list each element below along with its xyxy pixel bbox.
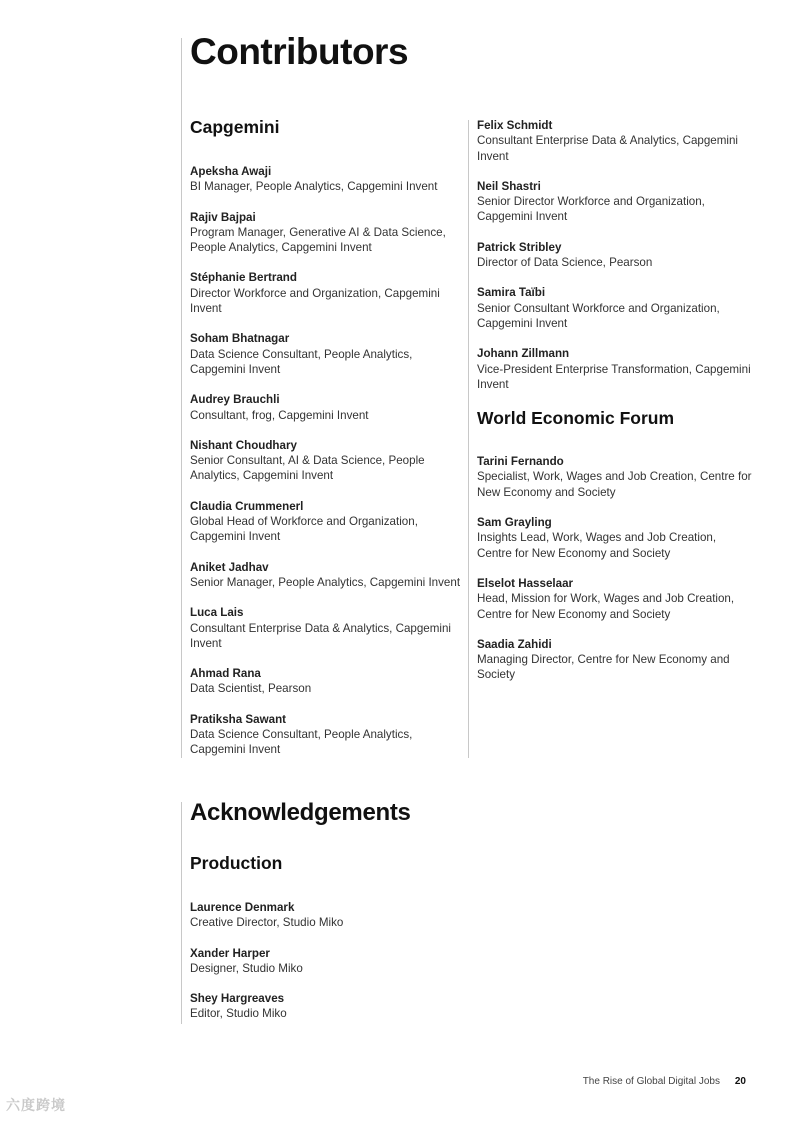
acknowledgements-heading: Acknowledgements xyxy=(190,799,411,826)
contributor-entry xyxy=(190,331,465,377)
contributor-entry xyxy=(190,900,465,931)
contributor-entry xyxy=(477,118,752,164)
contributor-name: Elselot Hasselaar xyxy=(477,576,574,590)
right-column-rule xyxy=(468,120,469,758)
wef-contributor-list xyxy=(477,454,752,683)
production-contributor-list xyxy=(190,900,465,1022)
contributor-entry xyxy=(190,164,465,195)
contributor-role: Global Head of Workforce and Organization, Capgemini Invent xyxy=(190,515,418,544)
capgemini-heading: Capgemini xyxy=(190,117,280,137)
contributor-entry xyxy=(477,179,752,225)
contributor-name: Felix Schmidt xyxy=(477,119,553,132)
contributor-entry xyxy=(190,991,465,1022)
contributor-name: Nishant Choudhary xyxy=(190,438,297,452)
contributor-role: Senior Consultant, AI & Data Science, People Analytics, Capgemini Invent xyxy=(190,454,425,483)
contributor-name: Laurence Denmark xyxy=(190,901,295,914)
contributor-entry xyxy=(190,499,465,545)
contributor-entry xyxy=(190,392,465,423)
capgemini-contributor-list xyxy=(190,164,465,758)
watermark: 六度跨境 xyxy=(6,1097,66,1113)
contributor-role: Designer, Studio Miko xyxy=(190,961,303,975)
contributor-entry xyxy=(190,560,465,591)
left-column-rule xyxy=(181,38,182,758)
contributor-role: BI Manager, People Analytics, Capgemini Invent xyxy=(190,180,438,194)
production-heading: Production xyxy=(190,853,283,873)
contributor-name: Xander Harper xyxy=(190,946,270,960)
contributor-role: Editor, Studio Miko xyxy=(190,1007,287,1021)
contributor-role: Data Scientist, Pearson xyxy=(190,682,312,696)
contributor-role: Consultant Enterprise Data & Analytics, Capgemini Invent xyxy=(190,621,451,650)
contributor-role: Specialist, Work, Wages and Job Creation, Centre for New Economy and Society xyxy=(477,470,752,499)
contributor-entry xyxy=(190,210,465,256)
contributor-entry xyxy=(477,454,752,500)
contributor-role: Data Science Consultant, People Analytics, Capgemini Invent xyxy=(190,347,413,376)
contributor-role: Insights Lead, Work, Wages and Job Creation, Centre for New Economy and Society xyxy=(477,531,717,560)
contributor-entry xyxy=(190,712,465,758)
contributor-role: Program Manager, Generative AI & Data Science, People Analytics, Capgemini Invent xyxy=(190,225,446,255)
contributor-role: Director Workforce and Organization, Capgemini Invent xyxy=(190,286,440,316)
contributor-name: Sam Grayling xyxy=(477,516,552,530)
footer-page-number: 20 xyxy=(734,1076,746,1087)
contributor-entry xyxy=(477,240,752,271)
contributor-name: Claudia Crummenerl xyxy=(190,499,304,513)
contributor-entry xyxy=(477,576,752,622)
contributor-entry xyxy=(190,666,465,697)
contributor-role: Consultant, frog, Capgemini Invent xyxy=(190,408,369,422)
capgemini-contributor-list-continued xyxy=(477,118,752,392)
contributor-name: Patrick Stribley xyxy=(477,240,562,254)
wef-heading: World Economic Forum xyxy=(477,408,675,429)
contributor-entry xyxy=(477,285,752,331)
contributor-name: Stéphanie Bertrand xyxy=(190,271,297,285)
contributor-name: Neil Shastri xyxy=(477,179,541,193)
contributor-name: Pratiksha Sawant xyxy=(190,712,287,726)
contributor-role: Senior Manager, People Analytics, Capgemini Invent xyxy=(190,575,461,589)
contributor-role: Senior Consultant Workforce and Organization, Capgemini Invent xyxy=(477,301,720,330)
contributor-name: Shey Hargreaves xyxy=(190,992,285,1006)
production-column xyxy=(190,852,465,1022)
contributor-name: Samira Taïbi xyxy=(477,286,546,300)
contributor-name: Apeksha Awaji xyxy=(190,165,272,178)
contributor-name: Tarini Fernando xyxy=(477,455,564,469)
contributor-entry xyxy=(190,605,465,651)
contributor-entry xyxy=(190,270,465,316)
contributor-name: Audrey Brauchli xyxy=(190,393,280,407)
contributor-name: Soham Bhatnagar xyxy=(190,332,290,346)
contributor-role: Vice-President Enterprise Transformation, Capgemini Invent xyxy=(477,362,751,391)
contributor-entry xyxy=(190,438,465,484)
contributor-name: Ahmad Rana xyxy=(190,667,261,681)
contributor-role: Head, Mission for Work, Wages and Job Creation, Centre for New Economy and Society xyxy=(477,592,735,621)
acknowledgements-rule xyxy=(181,802,182,1024)
contributor-role: Senior Director Workforce and Organization, Capgemini Invent xyxy=(477,195,705,224)
capgemini-column xyxy=(190,116,465,758)
contributor-entry xyxy=(190,946,465,977)
contributor-name: Luca Lais xyxy=(190,606,244,620)
contributor-name: Saadia Zahidi xyxy=(477,637,552,651)
contributor-role: Data Science Consultant, People Analytics, Capgemini Invent xyxy=(190,728,413,757)
contributor-role: Director of Data Science, Pearson xyxy=(477,256,653,270)
contributor-role: Managing Director, Centre for New Economy and Society xyxy=(477,653,730,682)
contributor-name: Rajiv Bajpai xyxy=(190,210,256,224)
contributor-entry xyxy=(477,515,752,561)
contributor-entry xyxy=(477,637,752,683)
contributor-role: Consultant Enterprise Data & Analytics, Capgemini Invent xyxy=(477,134,738,163)
contributor-name: Aniket Jadhav xyxy=(190,560,269,574)
page-title: Contributors xyxy=(190,31,409,72)
contributor-entry xyxy=(477,346,752,392)
footer-document-title: The Rise of Global Digital Jobs xyxy=(582,1076,720,1087)
contributor-name: Johann Zillmann xyxy=(477,347,570,361)
right-column xyxy=(477,118,752,683)
contributor-role: Creative Director, Studio Miko xyxy=(190,916,344,930)
